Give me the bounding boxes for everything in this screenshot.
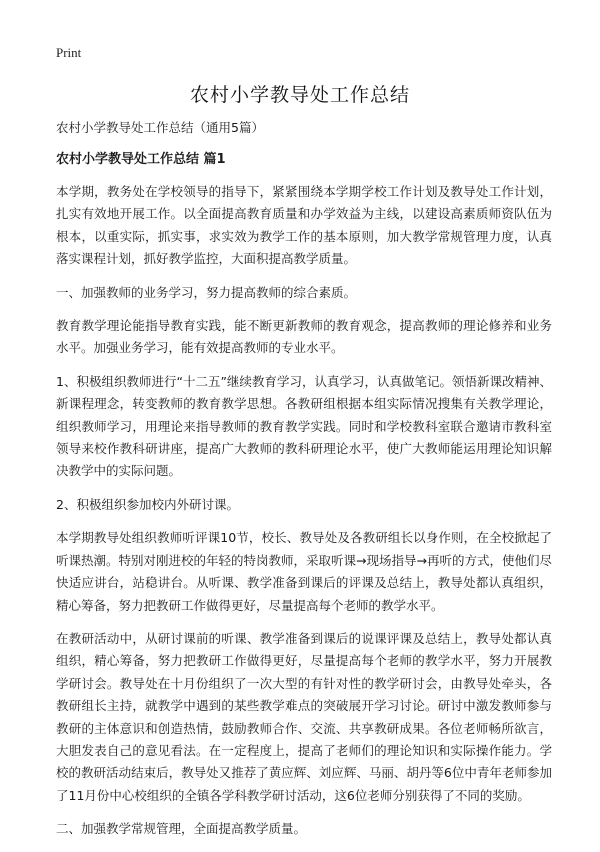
print-link[interactable]: Print bbox=[56, 45, 82, 60]
item-one-paragraph: 1、积极组织教师进行“十二五”继续教育学习，认真学习，认真做笔记。领悟新课改精神、新课程理念，转变教师的教育教学思想。各教研组根据本组实际情况搜集有关教学理论，组织教师学习，用理论来指导教师的教育教学实践。同时和学校教科室联合邀请市教科室领导来校作教科研讲座，提高广大教师的教科研理论水平，使广大教师能运用理论知识解决教学中的实际问题。 bbox=[56, 373, 552, 479]
heading-one: 一、加强教师的业务学习，努力提高教师的综合素质。 bbox=[56, 284, 357, 300]
lesson-observation-paragraph: 本学期教导处组织教师听评课10节，校长、教导处及各教研组长以身作则，在全校掀起了听课热潮。特别对刚进校的年轻的特岗教师，采取听课→现场指导→再听的方式，使他们尽快适应讲台，站稳讲台。从听课、教学准备到课后的评课及总结上，教导处都认真组织，精心筹备，努力把教研工作做得更好，尽量提高每个老师的教学水平。 bbox=[56, 530, 552, 613]
article-subtitle: 农村小学教导处工作总结（通用5篇） bbox=[56, 120, 264, 135]
research-activity-paragraph: 在教研活动中，从研讨课前的听课、教学准备到课后的说课评课及总结上，教导处都认真组织，精心筹备，努力把教研工作做得更好，尽量提高每个老师的教学水平，努力开展教学研讨会。教导处在十月份组织了一次大型的有针对性的教学研讨会，由教导处牵头，各教研组长主持，就教学中遇到的某些教学难点的突破展开学习讨论。研讨中激发教师参与教研的主体意识和创造热情，鼓励教师合作、交流、共享教研成果。各位老师畅所欲言，大胆发表自己的意见看法。在一定程度上，提高了老师们的理论知识和实际操作能力。学校的教研活动结束后，教导处又推荐了黄应辉、刘应辉、马丽、胡丹等6位中青年老师参加了11月份中心校组织的全镇各学科教学研讨活动，这6位老师分别获得了不同的奖励。 bbox=[56, 630, 552, 803]
article-body bbox=[56, 118, 552, 852]
heading-two: 二、加强教学常规管理，全面提高教学质量。 bbox=[56, 821, 307, 837]
theory-paragraph: 教育教学理论能指导教育实践，能不断更新教师的教育观念，提高教师的理论修养和业务水平。加强业务学习，能有效提高教师的专业水平。 bbox=[56, 318, 552, 356]
section-heading: 农村小学教导处工作总结 篇1 bbox=[56, 152, 226, 167]
item-two-heading: 2、积极组织参加校内外研讨课。 bbox=[56, 496, 239, 512]
intro-paragraph: 本学期，教务处在学校领导的指导下，紧紧围绕本学期学校工作计划及教导处工作计划，扎实有效地开展工作。以全面提高教育质量和办学效益为主线，以建设高素质师资队伍为根本，以重实际，抓实事，求实效为教学工作的基本原则，加大教学常规管理力度，认真落实课程计划，抓好教学监控，大面积提高教学质量。 bbox=[56, 184, 552, 267]
page-title: 农村小学教导处工作总结 bbox=[189, 84, 410, 106]
